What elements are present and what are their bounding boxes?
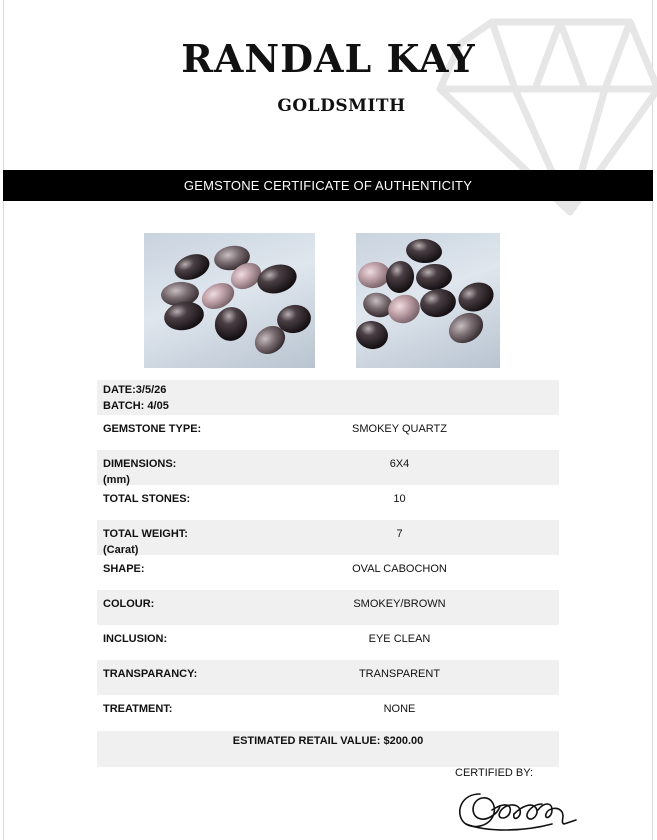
row-label: SHAPE: — [103, 563, 145, 575]
row-value: NONE — [383, 703, 416, 715]
row-label: DIMENSIONS: — [103, 458, 177, 470]
table-row-total-stones — [97, 485, 559, 520]
row-label: COLOUR: — [103, 598, 155, 610]
gemstone-photo-right — [356, 233, 500, 368]
row-value: 7 — [396, 528, 403, 540]
details-table — [97, 380, 559, 730]
row-sublabel: (mm) — [103, 474, 130, 486]
row-label: TREATMENT: — [103, 703, 173, 715]
row-value: TRANSPARENT — [358, 668, 441, 680]
row-label: TOTAL STONES: — [103, 493, 191, 505]
gemstones-image-right — [356, 233, 500, 368]
table-row-shape — [97, 555, 559, 590]
certificate-title-bar — [3, 170, 653, 201]
row-label: TOTAL WEIGHT: — [103, 528, 188, 540]
row-label: TRANSPARANCY: — [103, 668, 198, 680]
row-value: 6X4 — [389, 458, 410, 470]
table-row-treatment — [97, 695, 559, 730]
row-label: INCLUSION: — [103, 633, 168, 645]
date-label: DATE:3/5/26 — [103, 384, 167, 396]
retail-value-row — [97, 731, 559, 767]
brand-name: RANDAL KAY — [181, 36, 476, 81]
row-value: EYE CLEAN — [368, 633, 431, 645]
table-row-total-weight — [97, 520, 559, 555]
signature-mark — [452, 780, 582, 835]
table-row-gemstone-type — [97, 415, 559, 450]
row-value: SMOKEY QUARTZ — [352, 423, 447, 435]
table-row-dimensions — [97, 450, 559, 485]
row-label: GEMSTONE TYPE: — [103, 423, 202, 435]
date-batch-row — [97, 380, 559, 415]
table-row-transparancy — [97, 660, 559, 695]
certified-by-label: CERTIFIED BY: — [455, 767, 534, 779]
retail-value: ESTIMATED RETAIL VALUE: $200.00 — [232, 735, 424, 747]
gemstones-image-left — [144, 233, 315, 368]
table-row-colour — [97, 590, 559, 625]
gemstone-photo-left — [144, 233, 315, 368]
row-value: 10 — [393, 493, 406, 505]
row-value: SMOKEY/BROWN — [353, 598, 446, 610]
row-value: OVAL CABOCHON — [352, 563, 447, 575]
brand-subtitle: GOLDSMITH — [277, 96, 406, 116]
certificate-title: GEMSTONE CERTIFICATE OF AUTHENTICITY — [183, 178, 473, 193]
row-sublabel: (Carat) — [103, 544, 139, 556]
batch-label: BATCH: 4/05 — [103, 400, 169, 412]
table-row-inclusion — [97, 625, 559, 660]
